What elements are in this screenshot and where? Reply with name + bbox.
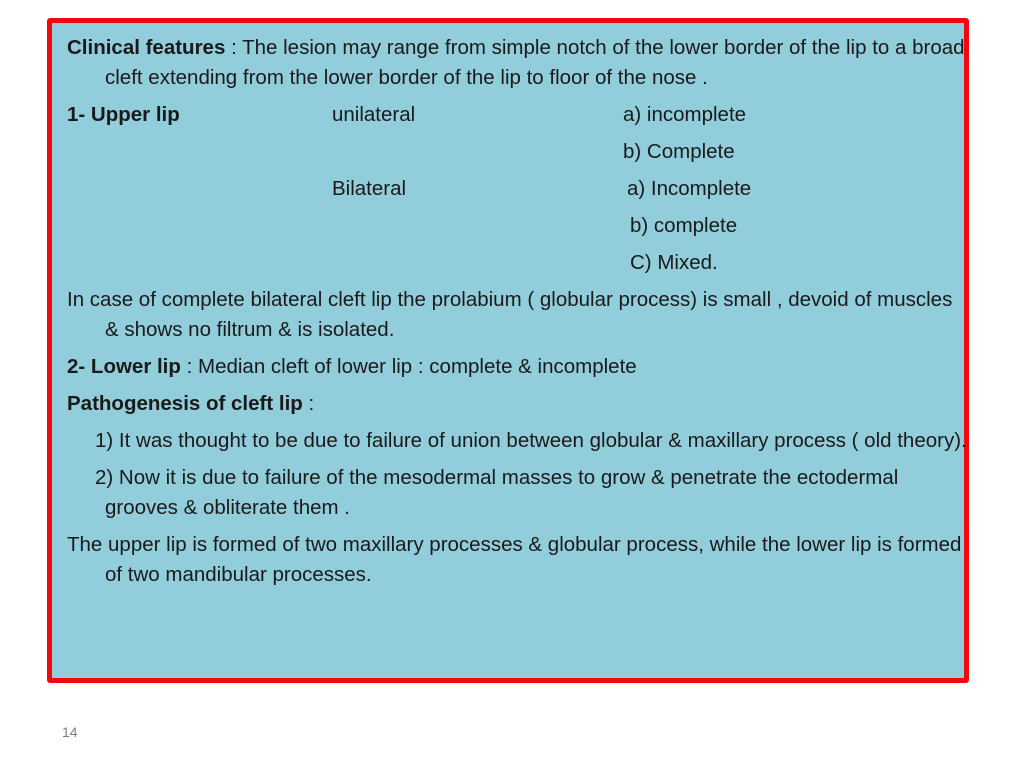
unilateral-incomplete: a) incomplete (623, 103, 747, 126)
conclusion-paragraph: The upper lip is formed of two maxillary processes & globular process, while the lower lip is formed of two mandibular processes. (67, 533, 962, 586)
upper-lip-row-2 (67, 137, 967, 174)
lower-lip-paragraph (67, 352, 967, 382)
unilateral-label: unilateral (332, 103, 416, 126)
page-number: 14 (62, 724, 78, 740)
upper-lip-row-1 (67, 100, 967, 137)
upper-lip-row-4 (67, 211, 967, 248)
slide-text (67, 33, 967, 597)
clinical-features-paragraph (67, 33, 967, 93)
pathogenesis-colon: : (302, 392, 315, 415)
unilateral-complete: b) Complete (623, 140, 735, 163)
content-box (47, 18, 969, 683)
bilateral-label: Bilateral (332, 177, 407, 200)
pathogenesis-point-1: 1) It was thought to be due to failure of union between globular & maxillary process ( old theory). (95, 429, 967, 452)
bilateral-mixed: C) Mixed. (630, 251, 718, 274)
upper-lip-row-3 (67, 174, 967, 211)
upper-lip-heading: 1- Upper lip (67, 103, 180, 126)
pathogenesis-paragraph (67, 389, 967, 419)
clinical-features-text: : The lesion may range from simple notch of the lower border of the lip to a broad cleft extending from the lower border of the lip to floor of the nose . (105, 36, 965, 89)
lower-lip-heading: 2- Lower lip (67, 355, 181, 378)
pathogenesis-point-2: 2) Now it is due to failure of the mesodermal masses to grow & penetrate the ectodermal grooves & obliterate them . (95, 466, 899, 519)
clinical-features-heading: Clinical features (67, 36, 226, 59)
lower-lip-text: : Median cleft of lower lip : complete & incomplete (180, 355, 637, 378)
pathogenesis-heading: Pathogenesis of cleft lip (67, 392, 303, 415)
bilateral-incomplete: a) Incomplete (627, 177, 752, 200)
bilateral-complete: b) complete (630, 214, 738, 237)
bilateral-note-paragraph: In case of complete bilateral cleft lip the prolabium ( globular process) is small , devoid of muscles & shows no filtrum & is isolated. (67, 288, 953, 341)
upper-lip-row-5 (67, 248, 967, 285)
